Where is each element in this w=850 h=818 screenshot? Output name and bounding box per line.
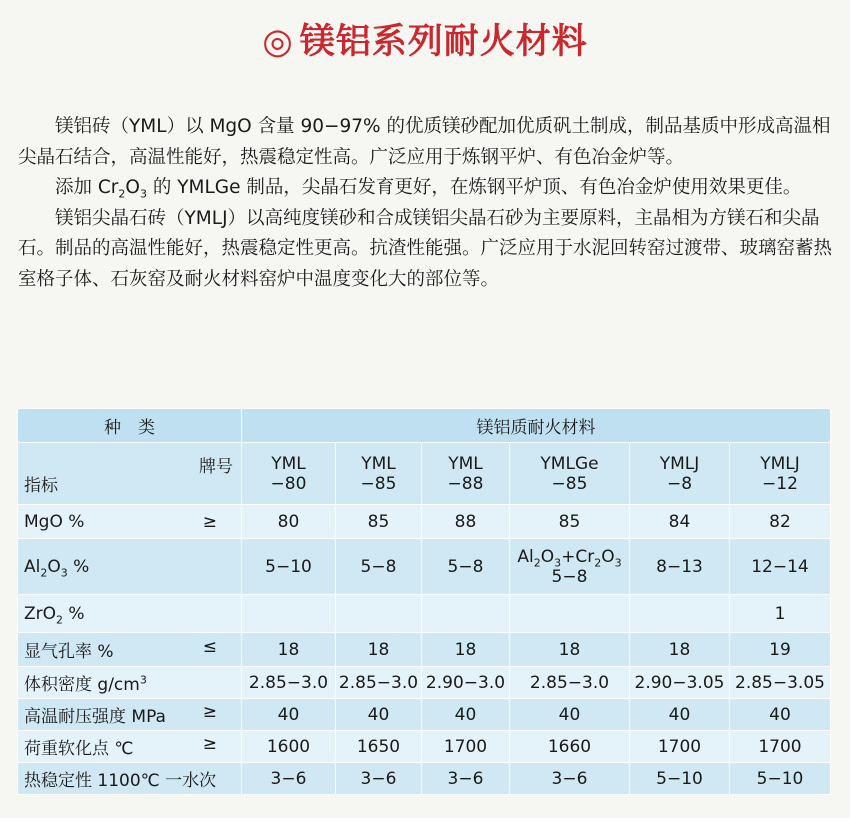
table-cell: 1700 (630, 731, 730, 763)
table-cell: 18 (510, 633, 630, 667)
table-cell: 2.85−3.0 (510, 667, 630, 699)
grade-header: YML −88 (422, 443, 510, 505)
table-cell: 84 (630, 505, 730, 539)
row-label: 显气孔率 % ≤ (18, 633, 242, 667)
table-cell: 5−10 (630, 763, 730, 795)
comparison-symbol: ≥ (202, 511, 217, 532)
table-cell: 12−14 (730, 539, 831, 595)
table-cell: $Al_2O_3+Cr_2O_3$ 5−8 (510, 539, 630, 595)
table-cell (422, 595, 510, 633)
category-label: 种 类 (18, 409, 242, 443)
row-label: 高温耐压强度 MPa ≥ (18, 699, 242, 731)
row-label: 热稳定性 1100℃ 一水次 (18, 763, 242, 795)
comparison-symbol: ≥ (202, 702, 217, 722)
table-cell: 2.85−3.05 (730, 667, 831, 699)
table-cell: 3−6 (422, 763, 510, 795)
row-label: 体积密度 $g/cm^3$ (18, 667, 242, 699)
table-row (18, 633, 831, 667)
table-cell: 2.90−3.05 (630, 667, 730, 699)
grade-header: YML −80 (242, 443, 336, 505)
table-cell (242, 595, 336, 633)
table-cell: 3−6 (242, 763, 336, 795)
table-cell: 1600 (242, 731, 336, 763)
spec-table (17, 408, 831, 795)
table-cell (336, 595, 422, 633)
table-cell: 2.90−3.0 (422, 667, 510, 699)
table-cell: 18 (242, 633, 336, 667)
table-row-category (18, 409, 831, 443)
comparison-symbol: ≥ (202, 734, 217, 754)
table-row-grades (18, 443, 831, 505)
row-label: $Al_2O_3$ % (18, 539, 242, 595)
table-cell: 5−8 (336, 539, 422, 595)
table-row (18, 699, 831, 731)
grade-header: YML −85 (336, 443, 422, 505)
table-cell: 18 (630, 633, 730, 667)
table-cell: 88 (422, 505, 510, 539)
table-cell: 8−13 (630, 539, 730, 595)
table-cell: 3−6 (336, 763, 422, 795)
row-label: MgO % ≥ (18, 505, 242, 539)
row-label: 荷重软化点 ℃ ≥ (18, 731, 242, 763)
table-cell: 5−10 (242, 539, 336, 595)
paragraph-ymlj: 镁铝尖晶石砖（YMLJ）以高纯度镁砂和合成镁铝尖晶石砂为主要原料，主晶相为方镁石和尖晶石。制品的高温性能好，热震稳定性更高。抗渣性能强。广泛应用于水泥回转窑过渡带、玻璃窑蓄热室格子体、石灰窑及耐火材料窑炉中温度变化大的部位等。 (18, 207, 833, 290)
table-cell: 1700 (422, 731, 510, 763)
table-row (18, 667, 831, 699)
comparison-symbol: ≤ (202, 637, 217, 657)
paragraph-ymlge: 添加 $Cr_2O_3$ 的 YMLGe 制品，尖晶石发育更好，在炼钢平炉顶、有色冶金炉使用效果更佳。 (55, 177, 802, 201)
description (18, 112, 840, 295)
grade-header: YMLJ −12 (730, 443, 831, 505)
table-cell: 1700 (730, 731, 831, 763)
paragraph-yml: 镁铝砖（YML）以 MgO 含量 90−97% 的优质镁砂配加优质矾土制成，制品基质中形成高温相尖晶石结合，高温性能好，热震稳定性高。广泛应用于炼钢平炉、有色冶金炉等。 (18, 116, 831, 168)
corner-grade-label: 牌号 (199, 456, 233, 477)
table-cell: 2.85−3.0 (336, 667, 422, 699)
table-cell (630, 595, 730, 633)
table-cell: 18 (422, 633, 510, 667)
grade-header: YMLJ −8 (630, 443, 730, 505)
table-cell: 85 (510, 505, 630, 539)
table-cell: 40 (510, 699, 630, 731)
table-cell: 5−10 (730, 763, 831, 795)
table-row (18, 731, 831, 763)
grade-indicator-corner (18, 443, 242, 505)
table-row (18, 595, 831, 633)
table-cell: 40 (336, 699, 422, 731)
table-cell: 1 (730, 595, 831, 633)
table-cell: 3−6 (510, 763, 630, 795)
table-cell: 5−8 (422, 539, 510, 595)
table-cell: 40 (630, 699, 730, 731)
page-title (0, 14, 850, 64)
table-cell: 2.85−3.0 (242, 667, 336, 699)
table-cell: 40 (422, 699, 510, 731)
table-row (18, 763, 831, 795)
table-cell: 1650 (336, 731, 422, 763)
category-value: 镁铝质耐火材料 (242, 409, 831, 443)
corner-indicator-label: 指标 (24, 475, 58, 496)
table-cell: 1660 (510, 731, 630, 763)
row-label: ZrO$_2$ % (18, 595, 242, 633)
page-title-text: 镁铝系列耐火材料 (299, 22, 588, 62)
table-cell: 82 (730, 505, 831, 539)
table-cell: 19 (730, 633, 831, 667)
table-cell (510, 595, 630, 633)
table-cell: 80 (242, 505, 336, 539)
table-cell: 40 (730, 699, 831, 731)
table-cell: 18 (336, 633, 422, 667)
grade-header: YMLGe −85 (510, 443, 630, 505)
table-row (18, 505, 831, 539)
table-cell: 85 (336, 505, 422, 539)
table-row (18, 539, 831, 595)
double-circle-icon: ◎ (262, 22, 294, 62)
table-cell: 40 (242, 699, 336, 731)
